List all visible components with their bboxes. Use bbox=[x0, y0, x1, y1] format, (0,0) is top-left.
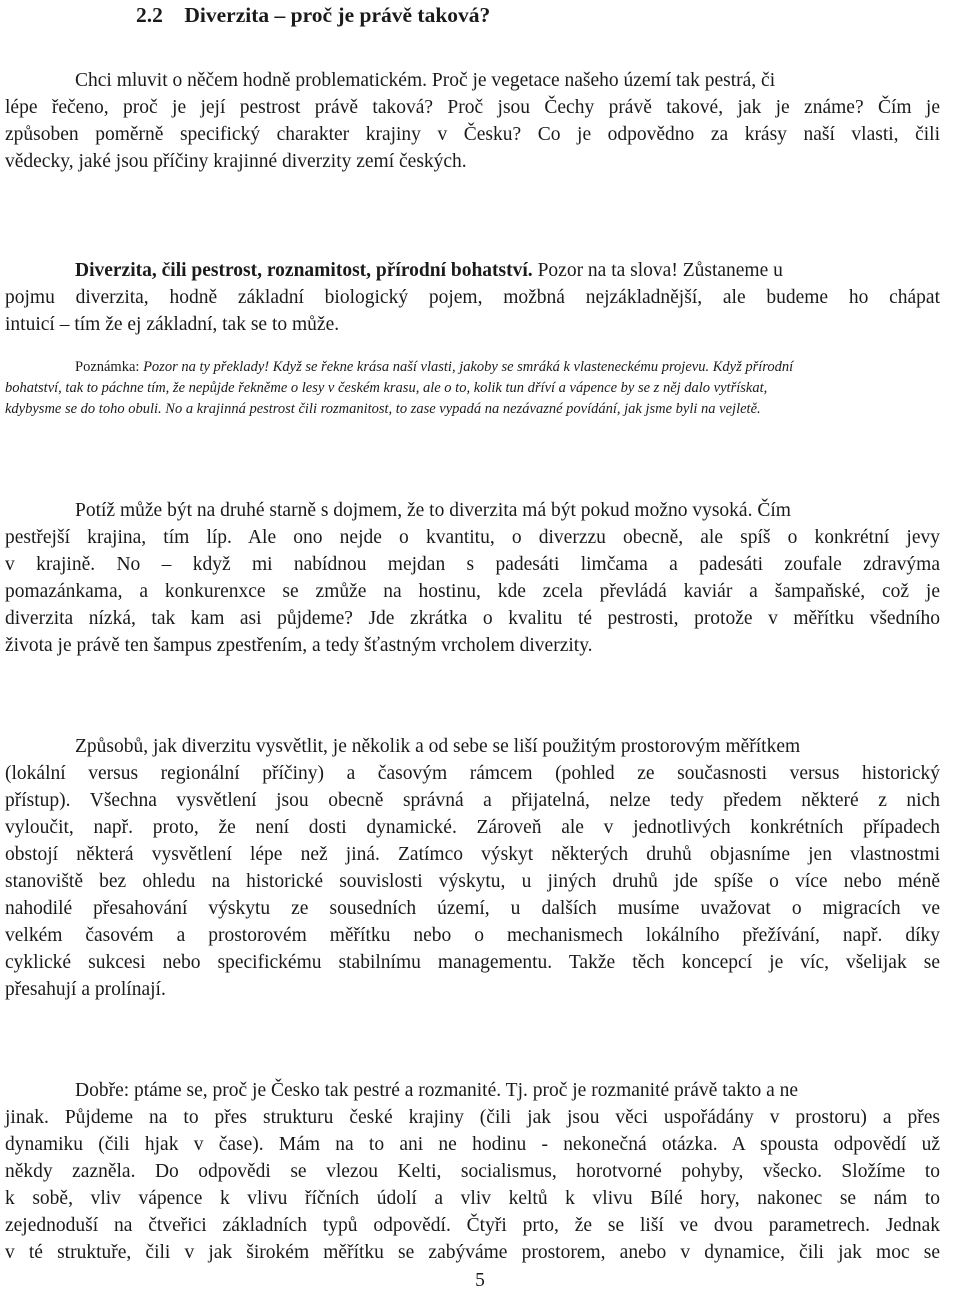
text-line: v krajině. No – když mi nabídnou mejdan s padesáti limčama a padesáti zoufale zdravýma bbox=[5, 554, 940, 575]
note-text-line: bohatství, tak to páchne tím, že nepůjde řekněme o lesy v českém krasu, ale o to, kolik tun dříví a vápence by se z něj dalo vytřískat, bbox=[5, 380, 768, 397]
text-line: pestřejší krajina, tím líp. Ale ono nejde o kvantitu, o diverzzu obecně, ale spíš o konkrétní jevy bbox=[5, 527, 940, 548]
paragraph-intro bbox=[5, 67, 940, 175]
text-line: života je právě ten šampus zpestřením, a tedy šťastným vrcholem diverzity. bbox=[5, 635, 593, 656]
note-label: Poznámka: bbox=[75, 359, 144, 375]
translation-note bbox=[5, 357, 793, 421]
text-line: intuicí – tím že ej základní, tak se to může. bbox=[5, 314, 340, 335]
text-line: přesahují a prolínají. bbox=[5, 979, 166, 1000]
text-fragment: Pozor na ta slova! Zůstaneme u bbox=[532, 260, 783, 281]
text-line: obstojí některá vysvětlení lépe než jiná. Zatímco výskyt některých druhů objasníme jen vlastnostmi bbox=[5, 844, 940, 865]
note-text: Pozor na ty překlady! Když se řekne krása naší vlasti, jakoby se smráká k vlasteneckému projevu. Když přírodní bbox=[143, 359, 794, 375]
text-line: nahodilé přesahování výskytu ze sousedních území, u dalších musíme uvažovat o migracích ve bbox=[5, 898, 940, 919]
text-line: přístup). Všechna vysvětlení jsou obecně správná a přijatelná, nelze tedy předem některé z nich bbox=[5, 790, 940, 811]
paragraph-potiz bbox=[5, 497, 940, 659]
text-line: někdy zazněla. Do odpovědi se vlezou Kelti, socialismus, horotvorné pohyby, všecko. Složíme to bbox=[5, 1161, 940, 1182]
text-line: v té struktuře, čili v jak širokém měřítku se zabýváme prostorem, anebo v dynamice, čili jak moc se bbox=[5, 1242, 940, 1263]
text-line: dynamiku (čili hjak v čase). Mám na to ani ne hodinu - nekonečná otázka. A spousta odpovědí už bbox=[5, 1134, 940, 1155]
text-line: Potíž může být na druhé starně s dojmem, že to diverzita má být pokud možno vysoká. Čím bbox=[75, 500, 791, 521]
text-line: stanoviště bez ohledu na historické souvislosti výskytu, u jiných druhů jde spíše o více nebo méně bbox=[5, 871, 940, 892]
text-line: Způsobů, jak diverzitu vysvětlit, je několik a od sebe se liší použitým prostorovým měřítkem bbox=[75, 736, 801, 757]
text-line bbox=[5, 357, 793, 378]
text-line: jinak. Půjdeme na to přes strukturu české krajiny (čili jak jsou věci uspořádány v prostoru) a přes bbox=[5, 1107, 940, 1128]
text-line: (lokální versus regionální příčiny) a časovým rámcem (pohled ze současnosti versus historický bbox=[5, 763, 940, 784]
text-line: cyklické sukcesi nebo specifickému stabilnímu managementu. Takže těch koncepcí je víc, všelijak se bbox=[5, 952, 940, 973]
text-line bbox=[5, 257, 940, 284]
section-number: 2.2 bbox=[136, 3, 163, 27]
text-line: zejednoduší na čtveřici základních typů odpovědí. Čtyři prto, že se liší ve dvou parametrech. Jednak bbox=[5, 1215, 940, 1236]
section-heading bbox=[136, 2, 490, 28]
page-number: 5 bbox=[475, 1270, 485, 1291]
paragraph-zpusoby bbox=[5, 733, 940, 1003]
text-line: vědecky, jaké jsou příčiny krajinné diverzity zemí českých. bbox=[5, 151, 467, 172]
bold-lead-phrase: Diverzita, čili pestrost, roznamitost, přírodní bohatství. bbox=[75, 260, 533, 281]
text-line: pomazánkama, a konkurenxce se zmůže na hostinu, kde zcela převládá kaviár a šampaňské, což je bbox=[5, 581, 940, 602]
text-line: způsoben poměrně specifický charakter krajiny v Česku? Co je odpovědno za krásy naší vlasti, čili bbox=[5, 124, 940, 145]
section-title: Diverzita – proč je právě taková? bbox=[184, 3, 491, 27]
text-line: pojmu diverzita, hodně základní biologický pojem, možbná nejzákladnější, ale budeme ho chápat bbox=[5, 287, 940, 308]
text-line: lépe řečeno, proč je její pestrost právě taková? Proč jsou Čechy právě takové, jak je známe? Čím je bbox=[5, 97, 940, 118]
text-line: vyloučit, např. proto, že není dosti dynamické. Zároveň ale v jednotlivých konkrétních případech bbox=[5, 817, 940, 838]
text-line: Dobře: ptáme se, proč je Česko tak pestré a rozmanité. Tj. proč je rozmanité právě takto a ne bbox=[75, 1080, 799, 1101]
text-line: Chci mluvit o něčem hodně problematickém. Proč je vegetace našeho území tak pestrá, či bbox=[75, 70, 776, 91]
text-line: k sobě, vliv vápence k vlivu říčních údolí a vliv keltů k vlivu Bílé hory, nakonec se nám to bbox=[5, 1188, 940, 1209]
note-text-line: kdybysme se do toho obuli. No a krajinná pestrost čili rozmanitost, to zase vypadá na nezávazné povídání, jak jsme byli na vejletě. bbox=[5, 401, 761, 418]
paragraph-dobre bbox=[5, 1077, 940, 1266]
text-line: velkém časovém a prostorovém měřítku nebo o mechanismech lokálního přežívání, např. díky bbox=[5, 925, 940, 946]
paragraph-diverzita bbox=[5, 257, 940, 338]
text-line: diverzita nízká, tak kam asi půjdeme? Jde zkrátka o kvalitu té pestrosti, protože v měřítku všedního bbox=[5, 608, 940, 629]
